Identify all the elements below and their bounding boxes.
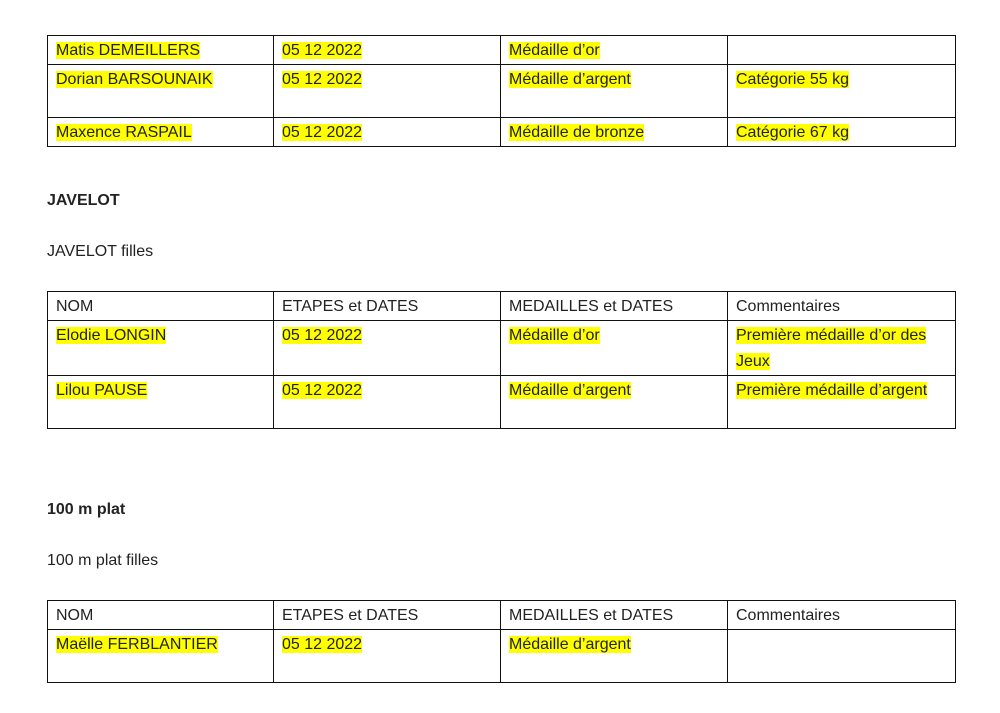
header-cell-nom: NOM <box>48 601 274 630</box>
highlighted-text: Lilou PAUSE <box>56 382 148 399</box>
name-cell <box>48 36 274 65</box>
section-heading-100m-plat: 100 m plat <box>47 501 126 518</box>
header-cell-etapes: ETAPES et DATES <box>274 601 501 630</box>
header-cell-commentaires: Commentaires <box>728 601 956 630</box>
section-heading-javelot: JAVELOT <box>47 192 120 209</box>
header-cell-medailles: MEDAILLES et DATES <box>501 601 728 630</box>
date-cell <box>274 630 501 683</box>
name-cell <box>48 630 274 683</box>
highlighted-text: 05 12 2022 <box>282 327 363 344</box>
100m-plat-results-table <box>47 600 956 683</box>
highlighted-text: Matis DEMEILLERS <box>56 42 201 59</box>
highlighted-text: 05 12 2022 <box>282 71 363 88</box>
name-cell <box>48 118 274 147</box>
header-cell-commentaires: Commentaires <box>728 292 956 321</box>
medal-cell <box>501 65 728 118</box>
medal-cell <box>501 36 728 65</box>
highlighted-text: 05 12 2022 <box>282 636 363 653</box>
table-row <box>48 630 956 683</box>
name-cell <box>48 65 274 118</box>
comment-cell <box>728 376 956 429</box>
table-row <box>48 321 956 376</box>
highlighted-text: Maxence RASPAIL <box>56 124 192 141</box>
header-cell-medailles: MEDAILLES et DATES <box>501 292 728 321</box>
highlighted-text: Catégorie 67 kg <box>736 124 849 141</box>
highlighted-text: Médaille d’or <box>509 42 600 59</box>
highlighted-text: Médaille d’argent <box>509 71 631 88</box>
name-cell <box>48 376 274 429</box>
table-header-row <box>48 601 956 630</box>
comment-cell <box>728 321 956 376</box>
date-cell <box>274 65 501 118</box>
highlighted-text: Médaille d’argent <box>509 382 631 399</box>
highlighted-text: 05 12 2022 <box>282 42 363 59</box>
highlighted-text: Maëlle FERBLANTIER <box>56 636 218 653</box>
medal-cell <box>501 321 728 376</box>
medal-cell <box>501 376 728 429</box>
highlighted-text: 05 12 2022 <box>282 124 363 141</box>
highlighted-text: Première médaille d’or des Jeux <box>736 327 927 370</box>
comment-cell <box>728 65 956 118</box>
highlighted-text: Médaille de bronze <box>509 124 645 141</box>
table-row <box>48 118 956 147</box>
section-subheading-javelot: JAVELOT filles <box>47 243 154 260</box>
results-table-continued <box>47 35 956 147</box>
medal-cell <box>501 630 728 683</box>
comment-cell <box>728 630 956 683</box>
date-cell <box>274 321 501 376</box>
medal-cell <box>501 118 728 147</box>
table-row <box>48 65 956 118</box>
date-cell <box>274 376 501 429</box>
section-subheading-100m-plat: 100 m plat filles <box>47 552 159 569</box>
highlighted-text: Dorian BARSOUNAIK <box>56 71 213 88</box>
comment-cell <box>728 118 956 147</box>
table-header-row <box>48 292 956 321</box>
header-cell-nom: NOM <box>48 292 274 321</box>
highlighted-text: Médaille d’or <box>509 327 600 344</box>
table-row <box>48 376 956 429</box>
highlighted-text: Première médaille d’argent <box>736 382 928 399</box>
date-cell <box>274 118 501 147</box>
highlighted-text: 05 12 2022 <box>282 382 363 399</box>
date-cell <box>274 36 501 65</box>
javelot-results-table <box>47 291 956 429</box>
header-cell-etapes: ETAPES et DATES <box>274 292 501 321</box>
highlighted-text: Elodie LONGIN <box>56 327 167 344</box>
name-cell <box>48 321 274 376</box>
comment-cell <box>728 36 956 65</box>
highlighted-text: Catégorie 55 kg <box>736 71 849 88</box>
highlighted-text: Médaille d’argent <box>509 636 631 653</box>
table-row <box>48 36 956 65</box>
